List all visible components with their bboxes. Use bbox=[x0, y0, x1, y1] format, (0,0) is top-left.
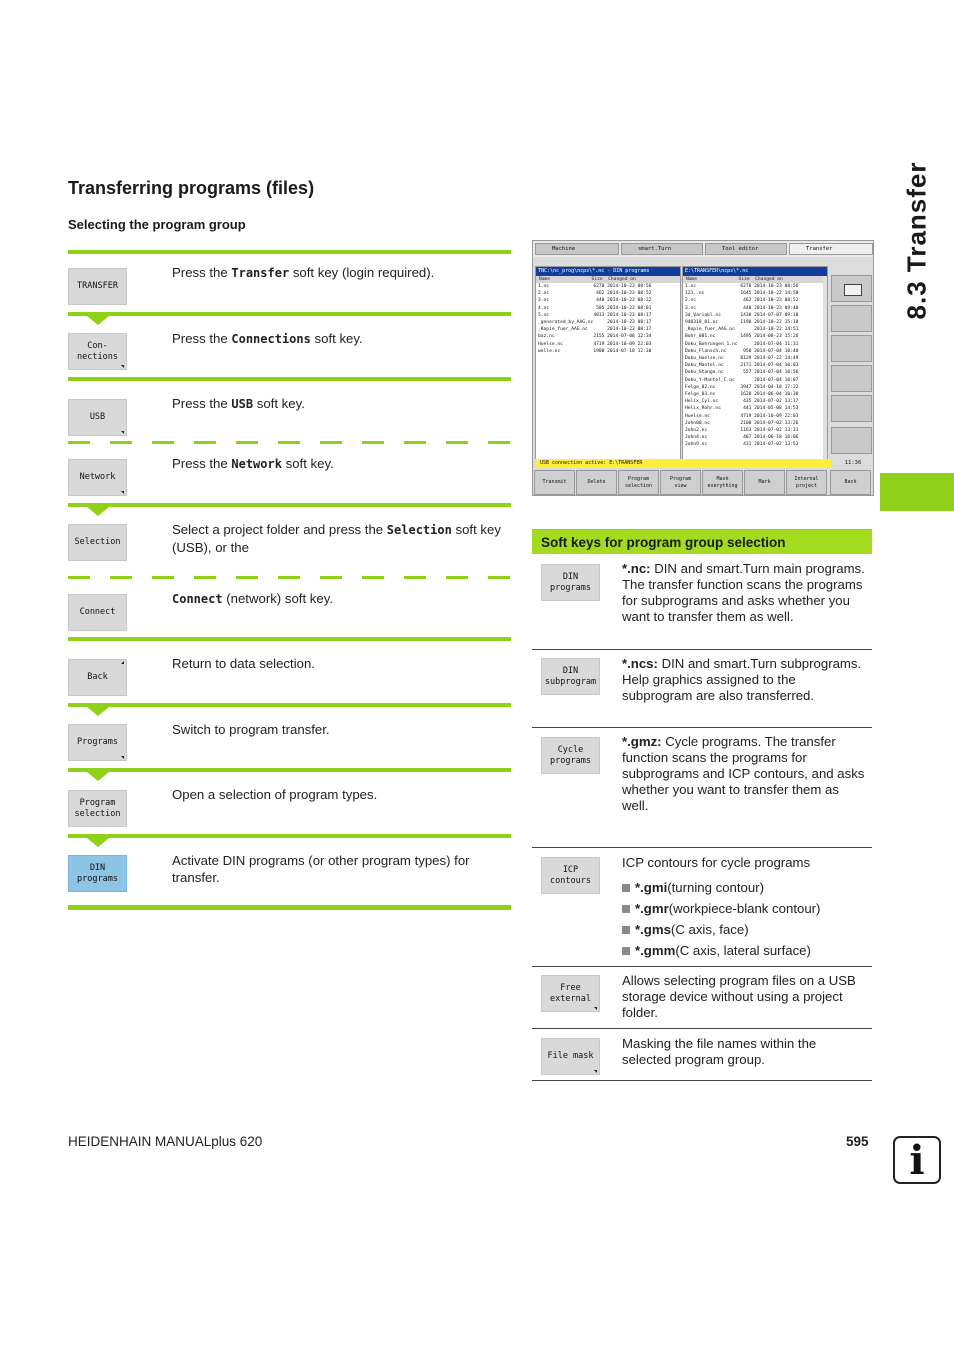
file-row[interactable]: Doku_Bohrungen_1.nc 2014-07-04 11:31 bbox=[685, 341, 799, 347]
usb-softkey[interactable]: USB bbox=[68, 399, 127, 436]
program-selection-screen-softkey[interactable]: Program selection bbox=[618, 470, 659, 495]
file-mask-softkey[interactable]: File mask bbox=[541, 1038, 600, 1075]
network-softkey[interactable]: Network bbox=[68, 459, 127, 496]
tnc-file-list[interactable] bbox=[535, 266, 681, 460]
file-row[interactable]: _Kopie_fuer_AAG.nc 2014-10-23 08:17 bbox=[538, 327, 652, 333]
column-header: Name Size Changed on bbox=[536, 276, 680, 283]
right-files bbox=[683, 283, 827, 449]
mask-everything-softkey[interactable]: Mask everything bbox=[702, 470, 743, 495]
step-description: Open a selection of program types. bbox=[172, 787, 378, 802]
divider bbox=[532, 847, 872, 848]
file-row[interactable]: _generated_by_AAG.nc 2014-10-23 08:17 bbox=[538, 320, 652, 326]
file-row[interactable]: Felge_02.nc 3947 2014-04-18 17:22 bbox=[685, 384, 799, 390]
machine-icon[interactable] bbox=[831, 275, 872, 302]
file-row[interactable]: John00.nc 2100 2014-07-02 13:26 bbox=[685, 420, 799, 426]
file-row[interactable]: 940318_01.nc 1190 2014-10-22 15:18 bbox=[685, 320, 799, 326]
bullet-icon bbox=[622, 884, 630, 892]
tool-icon[interactable] bbox=[831, 305, 872, 332]
tab-smart-turn[interactable]: smart.Turn bbox=[621, 243, 703, 255]
dashed-divider bbox=[68, 576, 511, 579]
divider bbox=[68, 312, 511, 316]
bullet-icon bbox=[622, 947, 630, 955]
mode-tabs bbox=[533, 241, 873, 257]
file-row[interactable]: 3d_Variabl.nc 1430 2014-07-07 09:18 bbox=[685, 312, 799, 318]
tab-machine[interactable]: Machine bbox=[535, 243, 619, 255]
info-icon: i bbox=[893, 1136, 941, 1184]
left-pane-header: TNC:\nc_prog\ncps\*.nc - DIN programs bbox=[536, 267, 680, 276]
row-description: *.gmz: Cycle programs. The transfer function scans the programs for subprograms and ICP contours, and asks whether you want to transfer them as well. bbox=[622, 734, 865, 813]
step-description: Select a project folder and press the Selection soft key (USB), or the bbox=[172, 522, 501, 555]
divider bbox=[532, 1028, 872, 1029]
clock: 11:36 bbox=[844, 460, 862, 466]
file-row[interactable]: Doku_Huelse.nc 8129 2014-07-22 14:49 bbox=[685, 356, 799, 362]
delete-softkey[interactable]: Delete bbox=[576, 470, 617, 495]
footer-product: HEIDENHAIN MANUALplus 620 bbox=[68, 1134, 263, 1149]
step-description: Return to data selection. bbox=[172, 656, 315, 671]
transfer-screen bbox=[532, 240, 874, 496]
arrow-down-icon bbox=[87, 838, 109, 847]
file-row[interactable]: _Kopie_fuer_AAG.nc 2014-10-22 14:51 bbox=[685, 327, 799, 333]
file-row[interactable]: Felge_03.nc 1620 2014-06-04 10:30 bbox=[685, 392, 799, 398]
back-softkey[interactable]: Back bbox=[68, 659, 127, 696]
divider bbox=[532, 649, 872, 650]
transfer-icon[interactable] bbox=[831, 427, 872, 454]
list-item: *.gmr (workpiece-blank contour) bbox=[622, 901, 867, 917]
file-row[interactable]: 4.nc 505 2014-10-23 08:01 bbox=[538, 305, 652, 311]
program-selection-softkey[interactable]: Program selection bbox=[68, 790, 127, 827]
divider bbox=[532, 966, 872, 967]
din-programs-softkey[interactable]: DIN programs bbox=[68, 855, 127, 892]
step-description: Press the Transfer soft key (login required). bbox=[172, 265, 435, 280]
file-row[interactable]: 1.nc 6270 2014-10-23 08:56 bbox=[538, 284, 652, 289]
scrollbar[interactable] bbox=[823, 276, 827, 459]
usb-file-list[interactable] bbox=[682, 266, 828, 460]
chapter-marker bbox=[880, 473, 954, 511]
list-item: *.gms (C axis, face) bbox=[622, 922, 867, 938]
file-row[interactable]: 2.nc 462 2014-10-23 08:52 bbox=[685, 298, 799, 304]
side-softkey[interactable] bbox=[831, 365, 872, 392]
connect-softkey[interactable]: Connect bbox=[68, 594, 127, 631]
file-row[interactable]: Helix_Rohr.nc 441 2014-05-08 14:53 bbox=[685, 406, 799, 412]
step-description: Press the Network soft key. bbox=[172, 456, 334, 471]
column-header: Name Size Changed on bbox=[683, 276, 827, 283]
file-row[interactable]: 5.nc 4813 2014-10-23 08:17 bbox=[538, 312, 652, 318]
row-description: Allows selecting program files on a USB storage device without using a project folder. bbox=[622, 973, 856, 1020]
chapter-title: 8.3 Transfer bbox=[901, 161, 932, 319]
chapter-tab bbox=[880, 140, 954, 340]
list-item: *.gmi (turning contour) bbox=[622, 880, 867, 896]
din-programs-type-softkey[interactable]: DIN programs bbox=[541, 564, 600, 601]
file-row[interactable]: 2.nc 462 2014-10-23 08:52 bbox=[538, 291, 652, 297]
connections-softkey[interactable]: Con- nections bbox=[68, 333, 127, 370]
transfer-softkey[interactable]: TRANSFER bbox=[68, 268, 127, 305]
transmit-softkey[interactable]: Transmit bbox=[534, 470, 575, 495]
left-files bbox=[536, 283, 680, 355]
arrow-down-icon bbox=[87, 316, 109, 325]
divider bbox=[68, 768, 511, 772]
row-text: ICP contours for cycle programs bbox=[622, 855, 811, 870]
row-description: Masking the file names within the selected program group. bbox=[622, 1036, 817, 1067]
list-item: *.gmm (C axis, lateral surface) bbox=[622, 943, 867, 959]
section-subtitle: Selecting the program group bbox=[68, 217, 246, 232]
divider bbox=[68, 377, 511, 381]
icp-contours-softkey[interactable]: ICP contours bbox=[541, 857, 600, 894]
file-row[interactable]: Doku_Mantel.nc 2171 2014-07-04 10:03 bbox=[685, 363, 799, 369]
arrow-down-icon bbox=[87, 507, 109, 516]
din-subprogram-softkey[interactable]: DIN subprogram bbox=[541, 658, 600, 695]
step-description: Connect (network) soft key. bbox=[172, 591, 333, 606]
tab-transfer[interactable]: Transfer bbox=[789, 243, 873, 255]
selection-softkey[interactable]: Selection bbox=[68, 524, 127, 561]
row-description: *.ncs: DIN and smart.Turn subprograms. Help graphics assigned to the subprogram are also transferred. bbox=[622, 656, 862, 703]
arrow-down-icon bbox=[87, 707, 109, 716]
programs-softkey[interactable]: Programs bbox=[68, 724, 127, 761]
step-description: Press the USB soft key. bbox=[172, 396, 305, 411]
dashed-divider bbox=[68, 441, 511, 444]
file-row[interactable]: John4.nc 487 2014-06-18 16:06 bbox=[685, 435, 799, 441]
divider bbox=[68, 503, 511, 507]
file-row[interactable]: John2.nc 1163 2014-07-02 13:31 bbox=[685, 428, 799, 434]
bullet-icon bbox=[622, 905, 630, 913]
file-row[interactable]: 123..nc 1645 2014-10-22 14:58 bbox=[685, 291, 799, 297]
file-row[interactable]: Huelse.nc 4719 2014-10-09 22:03 bbox=[538, 341, 652, 347]
cycle-programs-softkey[interactable]: Cycle programs bbox=[541, 737, 600, 774]
program-view-softkey[interactable]: Program view bbox=[660, 470, 701, 495]
row-description: *.nc: DIN and smart.Turn main programs. The transfer function scans the programs for subprograms and asks whether you want to transfer them as well. bbox=[622, 561, 865, 624]
tab-tool-editor[interactable]: Tool editor bbox=[705, 243, 787, 255]
bullet-icon bbox=[622, 926, 630, 934]
file-row[interactable]: baz.nc 2155 2014-07-08 12:34 bbox=[538, 334, 652, 340]
page-title: Transferring programs (files) bbox=[68, 178, 315, 198]
back-screen-softkey[interactable]: Back bbox=[830, 470, 871, 495]
file-row[interactable]: 3.nc 440 2014-10-23 08:22 bbox=[538, 298, 652, 304]
right-pane-header: E:\TRANSFER\ncps\*.nc bbox=[683, 267, 827, 276]
free-external-softkey[interactable]: Free external bbox=[541, 975, 600, 1012]
step-description: Activate DIN programs (or other program types) for transfer. bbox=[172, 853, 470, 885]
file-row[interactable]: John9.nc 431 2014-07-02 13:53 bbox=[685, 442, 799, 448]
divider bbox=[68, 637, 511, 641]
file-row[interactable]: Doku_Flansch.nc 950 2014-07-04 10:40 bbox=[685, 348, 799, 354]
file-row[interactable]: 1.nc 6270 2014-10-23 08:56 bbox=[685, 284, 799, 289]
side-softkey[interactable] bbox=[831, 335, 872, 362]
status-bar: USB connection active: E:\TRANSFER bbox=[535, 459, 831, 468]
table-header: Soft keys for program group selection bbox=[532, 529, 872, 554]
mark-softkey[interactable]: Mark bbox=[744, 470, 785, 495]
arrow-down-icon bbox=[87, 772, 109, 781]
step-description: Switch to program transfer. bbox=[172, 722, 330, 737]
page-number: 595 bbox=[846, 1134, 869, 1149]
file-row[interactable]: Bohr_001.nc 1495 2014-08-23 15:26 bbox=[685, 334, 799, 340]
divider bbox=[68, 905, 511, 910]
file-row[interactable]: Doku_Stange.nc 557 2014-07-04 10:56 bbox=[685, 370, 799, 376]
file-row[interactable]: 3.nc 440 2014-10-23 09:40 bbox=[685, 305, 799, 311]
file-row[interactable]: Huelse.nc 4719 2014-10-09 22:03 bbox=[685, 413, 799, 419]
divider bbox=[532, 727, 872, 728]
divider bbox=[68, 703, 511, 707]
row-description bbox=[622, 855, 867, 959]
divider bbox=[68, 250, 511, 254]
internal-project-softkey[interactable]: Internal project bbox=[786, 470, 827, 495]
file-row[interactable]: Helix_Cyl.nc 435 2014-07-02 13:17 bbox=[685, 399, 799, 405]
side-softkey[interactable] bbox=[831, 395, 872, 422]
file-row[interactable]: Doku_Y-Mantel_C.nc 2014-07-04 10:07 bbox=[685, 377, 799, 383]
divider bbox=[68, 834, 511, 838]
divider bbox=[532, 1080, 872, 1081]
step-description: Press the Connections soft key. bbox=[172, 331, 363, 346]
file-row[interactable]: welle.nc 1908 2014-07-18 12:30 bbox=[538, 348, 652, 354]
